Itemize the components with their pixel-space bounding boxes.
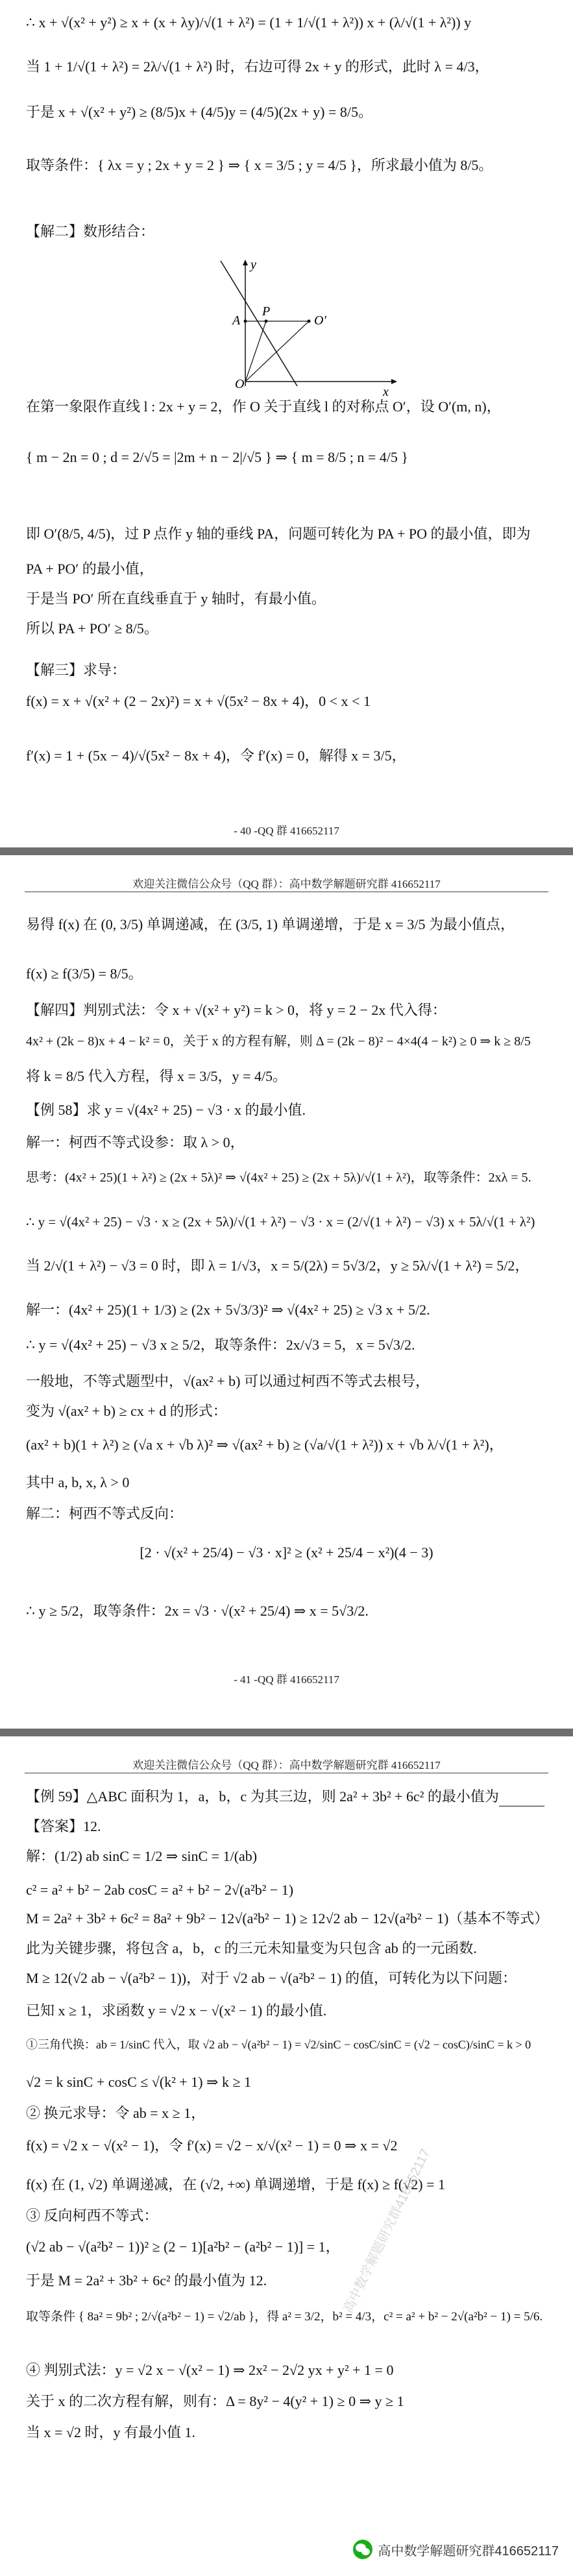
text-line-content: 4x² + (2k − 8)x + 4 − k² = 0，关于 x 的方程有解，则 Δ = (2k − 8)² − 4×4(4 − k²) ≥ 0 ⇒ k ≥ 8/5: [26, 1034, 531, 1049]
text-line-content: √2 = k sinC + cosC ≤ √(k² + 1) ⇒ k ≥ 1: [26, 2074, 252, 2090]
text-line: [26, 1880, 293, 1900]
text-line: [26, 1787, 544, 1806]
group-badge-label: 高中数学解题研究群416652117: [378, 2544, 559, 2558]
text-line-content: ④ 判别式法：y = √2 x − √(x² − 1) ⇒ 2x² − 2√2 yx + y² + 1 = 0: [26, 2362, 394, 2378]
text-line-content: 当 x = √2 时，y 有最小值 1.: [26, 2424, 195, 2440]
text-line: [26, 2001, 326, 2021]
text-line-content: M = 2a² + 3b² + 6c² = 8a² + 9b² − 12√(a²b² − 1) ≥ 12√2 ab − 12√(a²b² − 1)（基本不等式）: [26, 1910, 549, 1926]
text-line-content: 一般地，不等式题型中，√(ax² + b) 可以通过柯西不等式去根号，: [26, 1373, 430, 1389]
text-line: [26, 1969, 517, 1988]
text-line: [26, 1817, 101, 1836]
text-line-content: f(x) = x + √(x² + (2 − 2x)²) = x + √(5x² − 8x + 4)，0 < x < 1: [26, 693, 371, 709]
text-line: [26, 1601, 369, 1621]
page-40-footer: - 40 -QQ 群 416652117: [234, 825, 339, 837]
text-line: [26, 1032, 531, 1051]
text-line: [26, 1402, 227, 1421]
text-line: [26, 915, 515, 934]
text-line: [26, 2237, 340, 2257]
text-line: [26, 746, 406, 766]
text-line: [26, 1133, 245, 1152]
text-line: [26, 1168, 531, 1187]
text-line-content: 即 O′(8/5, 4/5)，过 P 点作 y 轴的垂线 PA，问题可转化为 PA + PO 的最小值，即为: [26, 526, 531, 542]
text-line: [26, 1256, 529, 1276]
text-line: [26, 1100, 306, 1120]
page-41-footer: - 41 -QQ 群 416652117: [234, 1673, 339, 1686]
text-line-content: 【解二】数形结合：: [26, 223, 155, 239]
text-line-content: ② 换元求导：令 ab = x ≥ 1，: [26, 2105, 206, 2121]
text-line: [26, 2175, 445, 2194]
text-line-content: f(x) ≥ f(3/5) = 8/5。: [26, 966, 143, 982]
text-line: [26, 524, 531, 544]
document-page-40: [0, 0, 573, 847]
text-line-content: 取等条件 { 8a² = 9b² ; 2/√(a²b² − 1) = √2/ab }，得 a² = 3/2，b² = 4/3，c² = a² + b² − 2√(a²b² − 1) = 5/6.: [26, 2310, 543, 2324]
text-line-content: ③ 反向柯西不等式：: [26, 2207, 158, 2224]
y-axis-arrow: [243, 260, 248, 265]
text-line-content: 将 k = 8/5 代入方程，得 x = 3/5，y = 4/5。: [26, 1068, 287, 1084]
page-41-header: 欢迎关注微信公众号（QQ 群）：高中数学解题研究群 416652117: [132, 878, 441, 890]
label-a: A: [232, 313, 241, 328]
watermark: 高中数学解题研究群416652117: [341, 2146, 433, 2316]
text-line: [26, 1372, 430, 1391]
group-badge: [348, 2537, 564, 2562]
document-page-41: [0, 855, 573, 1729]
text-line: [26, 1473, 129, 1492]
text-line: [26, 1504, 183, 1524]
text-line-content: 【解三】求导：: [26, 662, 127, 678]
text-line-content: 此为关键步骤，将包含 a，b，c 的三元未知量变为只包含 ab 的一元函数.: [26, 1940, 477, 1956]
text-line-content: [2 · √(x² + 25/4) − √3 · x]² ≥ (x² + 25/4 − x²)(4 − 3): [140, 1544, 433, 1561]
point-a: [244, 320, 247, 323]
text-line-content: 于是 M = 2a² + 3b² + 6c² 的最小值为 12.: [26, 2272, 267, 2289]
text-line-content: ∴ x + √(x² + y²) ≥ x + (x + λy)/√(1 + λ²) = (1 + 1/√(1 + λ²)) x + (λ/√(1 + λ²)) y: [26, 14, 472, 30]
text-line-content: f′(x) = 1 + (5x − 4)/√(5x² − 8x + 4)，令 f′(x) = 0，解得 x = 3/5，: [26, 747, 406, 764]
text-line-content: ∴ y = √(4x² + 25) − √3 · x ≥ (2x + 5λ)/√(1 + λ²) − √3 · x = (2/√(1 + λ²) − √3) x + 5λ/√(1 + λ²): [26, 1214, 535, 1230]
wechat-icon: [353, 2540, 372, 2559]
text-line: [26, 559, 154, 579]
text-line: [26, 13, 471, 32]
text-line-content: 于是 x + √(x² + y²) ≥ (8/5)x + (4/5)y = (4/5)(2x + y) = 8/5。: [26, 104, 372, 120]
text-line: [26, 2307, 543, 2327]
text-line: [26, 964, 143, 984]
x-axis-arrow: [391, 379, 397, 384]
text-line: [26, 397, 501, 417]
text-line-content: 【例 58】求 y = √(4x² + 25) − √3 · x 的最小值.: [26, 1102, 306, 1118]
text-line-content: 当 1 + 1/√(1 + λ²) = 2λ/√(1 + λ²) 时，右边可得 2x + y 的形式，此时 λ = 4/3，: [26, 58, 489, 75]
label-oprime: O′: [314, 313, 326, 328]
text-line: [26, 661, 126, 680]
segment-p-o: [245, 321, 266, 382]
text-line: [26, 57, 489, 77]
text-line-content: f(x) = √2 x − √(x² − 1)，令 f′(x) = √2 − x/√(x² − 1) = 0 ⇒ x = √2: [26, 2137, 398, 2154]
text-line-content: 【解四】判别式法：令 x + √(x² + y²) = k > 0，将 y = 2 − 2x 代入得：: [26, 1002, 446, 1018]
text-line: [26, 619, 158, 638]
text-line: [26, 1335, 415, 1355]
segment-o-oprime: [245, 321, 309, 382]
text-line: [26, 103, 372, 122]
text-line: [26, 2104, 205, 2123]
text-line: [26, 2206, 158, 2226]
text-line-content: 于是当 PO′ 所在直线垂直于 y 轴时，有最小值。: [26, 590, 326, 607]
text-line-content: ∴ y ≥ 5/2，取等条件：2x = √3 · √(x² + 25/4) ⇒ x = 5√3/2.: [26, 1603, 369, 1619]
text-line: [26, 1939, 477, 1958]
text-line-content: { m − 2n = 0 ; d = 2/√5 = |2m + n − 2|/√5 } ⇒ { m = 8/5 ; n = 4/5 }: [26, 449, 408, 465]
text-line: [26, 2072, 251, 2092]
text-line: [26, 448, 408, 467]
label-y: y: [250, 258, 256, 272]
text-line-content: 解：(1/2) ab sinC = 1/2 ⇒ sinC = 1/(ab): [26, 1848, 258, 1864]
text-line: [26, 1001, 446, 1020]
text-line-content: 解一：柯西不等式设参：取 λ > 0，: [26, 1134, 245, 1150]
point-p: [265, 320, 268, 323]
text-line-content: 关于 x 的二次方程有解，则有：Δ = 8y² − 4(y² + 1) ≥ 0 ⇒ y ≥ 1: [26, 2393, 404, 2409]
text-line-content: 解一：(4x² + 25)(1 + 1/3) ≥ (2x + 5√3/3)² ⇒ √(4x² + 25) ≥ √3 x + 5/2.: [26, 1302, 430, 1318]
document-page-42: [0, 1736, 573, 2576]
answer-blank: [499, 1792, 544, 1806]
label-o: O: [235, 377, 245, 391]
point-oprime: [308, 320, 311, 323]
text-line: [26, 1300, 430, 1320]
text-line: [26, 1067, 287, 1086]
text-line: [0, 1543, 573, 1562]
geometry-diagram: [195, 258, 402, 399]
text-line-content: 其中 a, b, x, λ > 0: [26, 1474, 130, 1490]
text-line-content: M ≥ 12(√2 ab − √(a²b² − 1))，对于 √2 ab − √(a²b² − 1) 的值，可转化为以下问题：: [26, 1970, 517, 1986]
page-42-header: 欢迎关注微信公众号（QQ 群）：高中数学解题研究群 416652117: [132, 1759, 441, 1771]
text-line-content: PA + PO′ 的最小值，: [26, 561, 154, 577]
text-line: [26, 2035, 531, 2054]
text-line-content: 【答案】12.: [26, 1818, 101, 1834]
label-x: x: [383, 385, 389, 399]
text-line-content: 所以 PA + PO′ ≥ 8/5。: [26, 620, 158, 637]
text-line: [26, 222, 154, 241]
text-line-content: 易得 f(x) 在 (0, 3/5) 单调递减，在 (3/5, 1) 单调递增，于是 x = 3/5 为最小值点，: [26, 916, 515, 932]
text-line: [26, 589, 326, 609]
text-line: [26, 156, 493, 175]
text-line-content: ∴ y = √(4x² + 25) − √3 x ≥ 5/2，取等条件：2x/√3 = 5，x = 5√3/2.: [26, 1337, 415, 1353]
text-line: [26, 2271, 267, 2290]
text-line-content: 【例 59】△ABC 面积为 1，a，b，c 为其三边，则 2a² + 3b² + 6c² 的最小值为: [26, 1788, 499, 1804]
text-line-content: 取等条件：{ λx = y ; 2x + y = 2 } ⇒ { x = 3/5 ; y = 4/5 }，所求最小值为 8/5。: [26, 157, 493, 173]
label-p: P: [262, 304, 271, 319]
text-line: [26, 1909, 548, 1928]
text-line: [26, 692, 371, 711]
text-line: [26, 2136, 397, 2156]
text-line-content: 当 2/√(1 + λ²) − √3 = 0 时，即 λ = 1/√3，x = 5/(2λ) = 5√3/2，y ≥ 5λ/√(1 + λ²) = 5/2，: [26, 1258, 530, 1274]
text-line: [26, 2392, 404, 2411]
text-line: [26, 2423, 195, 2442]
text-line: [26, 2361, 393, 2380]
text-line-content: 已知 x ≥ 1，求函数 y = √2 x − √(x² − 1) 的最小值.: [26, 2002, 327, 2019]
text-line-content: 解二：柯西不等式反向：: [26, 1505, 184, 1522]
text-line-content: (√2 ab − √(a²b² − 1))² ≥ (2 − 1)[a²b² − (a²b² − 1)] = 1，: [26, 2239, 340, 2255]
text-line: [26, 1435, 504, 1455]
text-line-content: 思考：(4x² + 25)(1 + λ²) ≥ (2x + 5λ)² ⇒ √(4x² + 25) ≥ (2x + 5λ)/√(1 + λ²)，取等条件：2xλ = 5.: [26, 1171, 531, 1185]
text-line: [26, 1212, 535, 1232]
text-line-content: ①三角代换：ab = 1/sinC 代入，取 √2 ab − √(a²b² − 1) = √2/sinC − cosC/sinC = (√2 − cosC)/sinC = k > 0: [26, 2038, 531, 2051]
text-line-content: 变为 √(ax² + b) ≥ cx + d 的形式：: [26, 1403, 227, 1419]
text-line-content: (ax² + b)(1 + λ²) ≥ (√a x + √b λ)² ⇒ √(ax² + b) ≥ (√a/√(1 + λ²)) x + √b λ/√(1 + λ²)，: [26, 1437, 504, 1453]
text-line-content: c² = a² + b² − 2ab cosC = a² + b² − 2√(a²b² − 1): [26, 1882, 294, 1898]
text-line-content: f(x) 在 (1, √2) 单调递减，在 (√2, +∞) 单调递增，于是 f(x) ≥ f(√2) = 1: [26, 2176, 446, 2193]
text-line: [26, 1847, 257, 1866]
text-line-content: 在第一象限作直线 l : 2x + y = 2，作 O 关于直线 l 的对称点 O′，设 O′(m, n)，: [26, 398, 501, 415]
